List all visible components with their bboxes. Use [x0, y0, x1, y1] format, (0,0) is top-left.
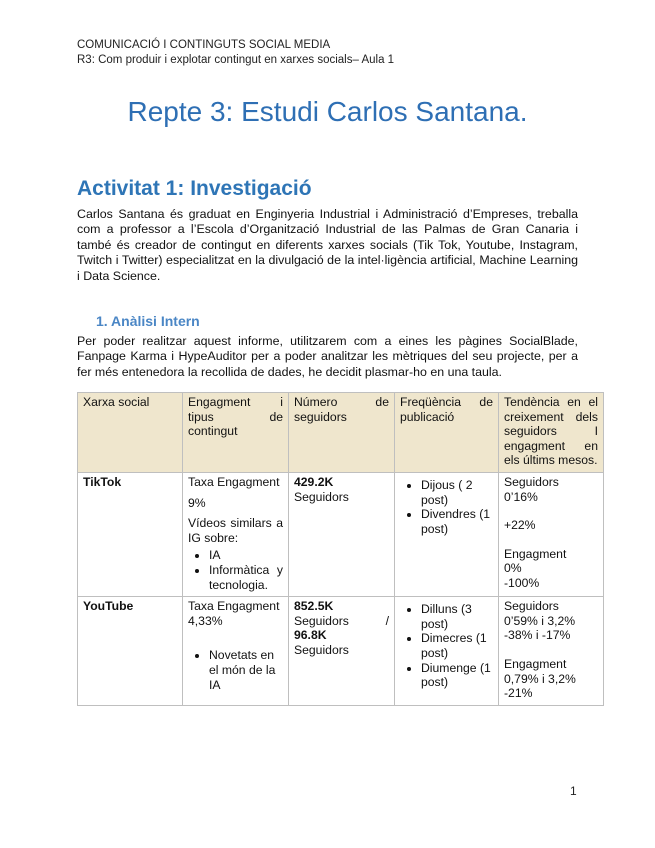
list-item: • Informàtica y tecnologia. — [209, 563, 283, 592]
list-item: • IA — [209, 548, 283, 563]
cell-network: YouTube — [78, 597, 183, 706]
table-row — [78, 472, 604, 596]
cell-engagement — [183, 597, 289, 706]
followers-value: 852.5K — [294, 599, 334, 614]
page-number: 1 — [570, 784, 577, 798]
trend-followers-value: 0’59% i 3,2% — [504, 613, 576, 628]
followers-value-secondary: 96.8K — [294, 628, 327, 643]
cell-network: TikTok — [78, 472, 183, 596]
table-row — [78, 597, 604, 706]
cell-followers — [289, 472, 395, 596]
header-engagement: Engagment i tipus de contingut — [183, 393, 289, 473]
cell-frequency — [395, 597, 499, 706]
activity-paragraph: Carlos Santana és graduat en Enginyeria Industrial i Administració d’Empreses, treballa com a professor a l’Escola d’Organització Industrial de las Palmas de Gran Canaria i també és creador de contingut en diferents xarxes socials (Tik Tok, Youtube, Instagram, Twitch i Twitter) especialitzat en la divulgació de la intel·ligència artificial, Machine Learning i Data Science. — [77, 207, 578, 283]
header-course: COMUNICACIÓ I CONTINGUTS SOCIAL MEDIA — [77, 39, 331, 51]
followers-value: 429.2K — [294, 474, 334, 489]
header-trend: Tendència en el creixement dels seguidors I engagment en els últims mesos. — [499, 393, 604, 473]
engagement-value: 9% — [188, 495, 206, 510]
frequency-list — [400, 478, 493, 536]
cell-frequency — [395, 472, 499, 596]
section-paragraph: Per poder realitzar aquest informe, utilitzarem com a eines les pàgines SocialBlade, Fanpage Karma i HypeAuditor per a poder analitzar les mètriques del seu projecte, per a fer més entenedora la recollida de dades, he decidit plasmar-ho en una taula. — [77, 334, 578, 379]
cell-engagement — [183, 472, 289, 596]
cell-followers — [289, 597, 395, 706]
document-header — [77, 38, 394, 68]
topic-list — [188, 548, 283, 592]
trend-engagement-value: 0,79% i 3,2% — [504, 671, 576, 686]
trend-engagement-change: -21% — [504, 686, 533, 701]
trend-engagement-label: Engagment — [504, 656, 567, 671]
trend-followers-change: +22% — [504, 518, 536, 533]
engagement-value: 4,33% — [188, 613, 223, 628]
followers-separator: / — [385, 613, 389, 628]
frequency-list — [400, 602, 493, 690]
section-heading: 1. Anàlisi Intern — [96, 313, 200, 329]
followers-label-secondary: Seguidors — [294, 642, 349, 657]
list-item: • Dijous ( 2 post) — [421, 478, 493, 507]
header-frequency: Freqüència de publicació — [395, 393, 499, 473]
list-item: • Divendres (1 post) — [421, 507, 493, 536]
document-title: Repte 3: Estudi Carlos Santana. — [127, 96, 528, 127]
list-item: • Novetats en el món de la IA — [209, 648, 283, 692]
trend-followers-value: 0’16% — [504, 489, 538, 504]
engagement-note: Vídeos similars a IG sobre: — [188, 516, 283, 545]
followers-label: Seguidors — [294, 613, 349, 628]
table-header-row — [78, 393, 604, 473]
trend-followers-label: Seguidors — [504, 474, 559, 489]
followers-line — [294, 614, 389, 629]
engagement-label: Taxa Engagment — [188, 474, 280, 489]
trend-followers-label: Seguidors — [504, 599, 559, 614]
header-unit: R3: Com produir i explotar contingut en xarxes socials– Aula 1 — [77, 54, 395, 66]
trend-engagement-label: Engagment — [504, 546, 567, 561]
trend-engagement-change: -100% — [504, 575, 540, 590]
engagement-label: Taxa Engagment — [188, 599, 280, 614]
cell-trend — [499, 472, 604, 596]
trend-engagement-value: 0% — [504, 561, 522, 576]
list-item: • Diumenge (1 post) — [421, 661, 493, 690]
header-followers: Número de seguidors — [289, 393, 395, 473]
followers-label: Seguidors — [294, 489, 349, 504]
cell-trend — [499, 597, 604, 706]
header-network: Xarxa social — [78, 393, 183, 473]
activity-heading: Activitat 1: Investigació — [77, 177, 312, 200]
trend-followers-change: -38% i -17% — [504, 628, 571, 643]
topic-list — [188, 648, 283, 692]
list-item: • Dimecres (1 post) — [421, 631, 493, 660]
list-item: • Dilluns (3 post) — [421, 602, 493, 631]
metrics-table — [77, 392, 604, 706]
